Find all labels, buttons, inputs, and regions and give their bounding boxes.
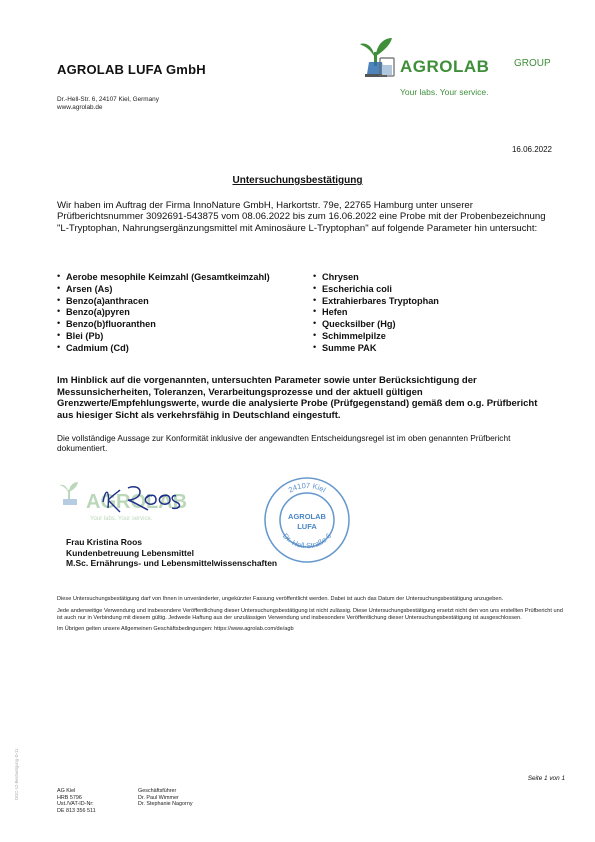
footer-line: DE 813 356 511	[57, 808, 96, 815]
intro-paragraph: Wir haben im Auftrag der Firma InnoNature GmbH, Harkortstr. 79e, 22765 Hamburg unter unserer Prüfberichtsnummer 3092691-543875 vom 08.06.2022 bis zum 16.06.2022 eine Probe mit der Probenbezeichnung "L-Tryptophan, Nahrungsergänzungsmittel mit Aminosäure L-Tryptophan" auf folgende Parameter hin untersucht:	[57, 200, 546, 234]
company-address	[57, 96, 159, 112]
logo-group-label: GROUP	[514, 58, 551, 69]
fine-print-paragraph: Im Übrigen gelten unsere Allgemeinen Geschäftsbedingungen: https://www.agrolab.com/de/agb	[57, 626, 294, 633]
document-date: 16.06.2022	[511, 145, 552, 154]
signer-block	[66, 537, 277, 569]
conformity-note: Die vollständige Aussage zur Konformität inklusive der angewandten Entscheidungsregel ist im oben genannten Prüfbericht dokumentiert.	[57, 433, 511, 454]
conclusion-paragraph: Im Hinblick auf die vorgenannten, untersuchten Parameter sowie unter Berücksichtigung der Messunsicherheiten, Toleranzen, Verarbeitungsprozesse und der aktuell gültigen Grenzwerte/Empfehlungswerte, wurde die analysierte Probe (Prüfgegenstand) gemäß dem o.g. Prüfbericht aus hiesiger Sicht als verkehrsfähig in Deutschland eingestuft.	[57, 375, 538, 421]
svg-text:AGROLAB: AGROLAB	[288, 512, 326, 521]
website-link[interactable]: www.agrolab.de	[57, 104, 103, 111]
footer-line: Dr. Stephanie Nagorny	[138, 801, 193, 808]
list-item: • Blei (Pb)	[57, 331, 270, 343]
footer-management	[138, 788, 193, 808]
list-item: • Summe PAK	[313, 343, 439, 355]
document-code: DOC-12-Bestaetigung-D-11	[14, 748, 19, 800]
svg-text:Dr.-Hell-Straße 6: Dr.-Hell-Straße 6	[280, 531, 334, 551]
list-item: • Quecksilber (Hg)	[313, 319, 439, 331]
list-item: • Chrysen	[313, 272, 439, 284]
list-item: • Benzo(b)fluoranthen	[57, 319, 270, 331]
page-number: Seite 1 von 1	[527, 775, 565, 782]
document-title: Untersuchungsbestätigung	[232, 175, 363, 186]
list-item: • Schimmelpilze	[313, 331, 439, 343]
fine-print-paragraph: Diese Untersuchungsbestätigung darf von Ihnen in unveränderter, ungekürzter Fassung veröffentlicht werden. Dabei ist auch das Datum der Untersuchungsbestätigung anzugeben.	[57, 596, 504, 602]
footer-line: HRB 5796	[57, 794, 82, 801]
footer-registry	[57, 788, 96, 815]
fine-print	[57, 596, 565, 638]
list-item: • Escherichia coli	[313, 284, 439, 296]
list-item: • Extrahierbares Tryptophan	[313, 296, 439, 308]
svg-text:Your labs. Your service.: Your labs. Your service.	[90, 516, 153, 522]
svg-text:LUFA: LUFA	[297, 522, 317, 531]
list-item: • Cadmium (Cd)	[57, 343, 270, 355]
footer-line: Ust./VAT-ID-Nr:	[57, 801, 94, 808]
list-item: • Benzo(a)anthracen	[57, 296, 270, 308]
logo-slogan: Your labs. Your service.	[400, 87, 489, 97]
list-item: • Benzo(a)pyren	[57, 307, 270, 319]
footer-line: AG Kiel	[57, 788, 76, 794]
list-item: • Arsen (As)	[57, 284, 270, 296]
footer-line: Dr. Paul Wimmer	[138, 794, 179, 801]
company-name: AGROLAB LUFA GmbH	[57, 62, 206, 77]
svg-text:24107 Kiel: 24107 Kiel	[286, 480, 328, 495]
address-line: Dr.-Hell-Str. 6, 24107 Kiel, Germany	[57, 96, 159, 103]
list-item: • Aerobe mesophile Keimzahl (Gesamtkeimzahl)	[57, 272, 270, 284]
parameter-list-left	[57, 272, 270, 355]
fine-print-paragraph: Jede anderweitige Verwendung und insbesondere Veröffentlichung dieser Untersuchungsbestätigung ist nicht zulässig. Diese Untersuchungsbestätigung ersetzt nicht den von uns erstellten Prüfbericht und ist auch nur in Verbindung mit diesem gültig. Jedwede Haftung aus der unzulässigen Verwendung und insbesondere Veröffentlichung dieser Untersuchungsbestätigung ist ausgeschlossen.	[57, 607, 563, 621]
signer-role: Kundenbetreuung Lebensmittel	[66, 547, 194, 558]
signer-degree: M.Sc. Ernährungs- und Lebensmittelwissenschaften	[66, 558, 278, 568]
logo-wordmark: AGROLAB	[400, 57, 490, 76]
signer-name: Frau Kristina Roos	[66, 537, 143, 547]
parameter-list-right	[313, 272, 439, 355]
list-item: • Hefen	[313, 307, 439, 319]
svg-text:AGROLAB: AGROLAB	[86, 491, 188, 513]
footer-line: Geschäftsführer	[138, 788, 177, 794]
signature-image	[58, 478, 223, 528]
